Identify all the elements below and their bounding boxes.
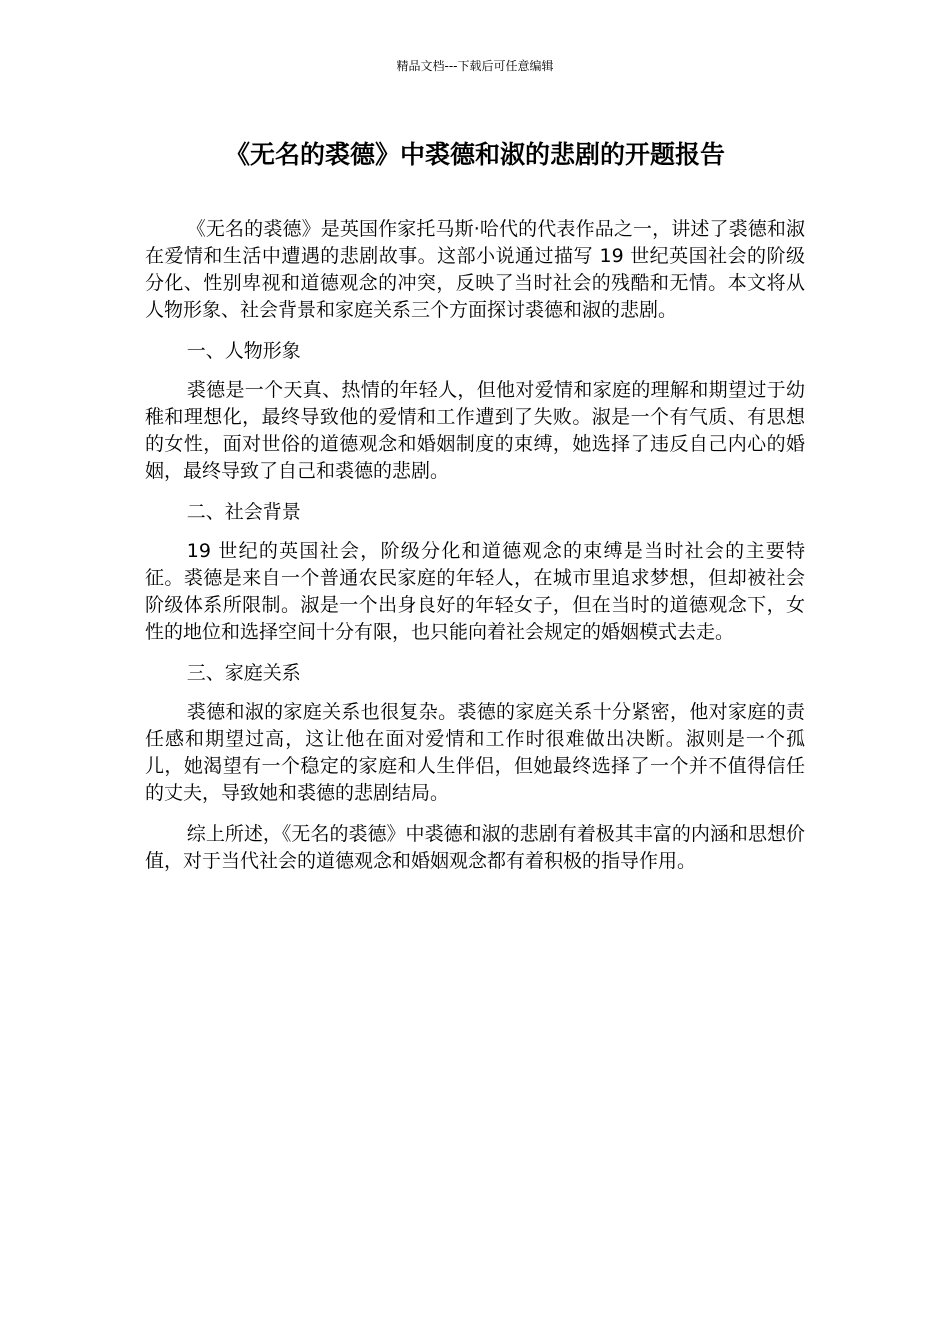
paragraph-intro: 《无名的裘德》是英国作家托马斯·哈代的代表作品之一，讲述了裘德和淑在爱情和生活中遭遇的悲剧故事。这部小说通过描写 19 世纪英国社会的阶级分化、性别卑视和道德观念的冲突，反映了当时社会的残酷和无情。本文将从人物形象、社会背景和家庭关系三个方面探讨裘德和淑的悲剧。 — [145, 218, 805, 321]
section-heading-characters: 一、人物形象 — [186, 340, 301, 362]
paragraph-characters: 裘德是一个天真、热情的年轻人，但他对爱情和家庭的理解和期望过于幼稚和理想化，最终导致他的爱情和工作遭到了失败。淑是一个有气质、有思想的女性，面对世俗的道德观念和婚姻制度的束缚，她选择了违反自己内心的婚姻，最终导致了自己和裘德的悲剧。 — [145, 379, 805, 482]
page-header: 精品文档---下载后可任意编辑 — [396, 59, 554, 73]
paragraph-social-background: 19 世纪的英国社会，阶级分化和道德观念的束缚是当时社会的主要特征。裘德是来自一个普通农民家庭的年轻人，在城市里追求梦想，但却被社会阶级体系所限制。淑是一个出身良好的年轻女子，但在当时的道德观念下，女性的地位和选择空间十分有限，也只能向着社会规定的婚姻模式去走。 — [145, 540, 805, 643]
paragraph-conclusion: 综上所述，《无名的裘德》中裘德和淑的悲剧有着极其丰富的内涵和思想价值，对于当代社会的道德观念和婚姻观念都有着积极的指导作用。 — [145, 823, 805, 872]
document-title: 《无名的裘德》中裘德和淑的悲剧的开题报告 — [224, 140, 725, 169]
paragraph-family: 裘德和淑的家庭关系也很复杂。裘德的家庭关系十分紧密，他对家庭的责任感和期望过高，这让他在面对爱情和工作时很难做出决断。淑则是一个孤儿，她渴望有一个稳定的家庭和人生伴侣，但她最终选择了一个并不值得信任的丈夫，导致她和裘德的悲剧结局。 — [145, 701, 805, 804]
section-heading-social-background: 二、社会背景 — [186, 501, 301, 523]
section-heading-family: 三、家庭关系 — [186, 662, 301, 684]
document-body — [145, 216, 805, 889]
